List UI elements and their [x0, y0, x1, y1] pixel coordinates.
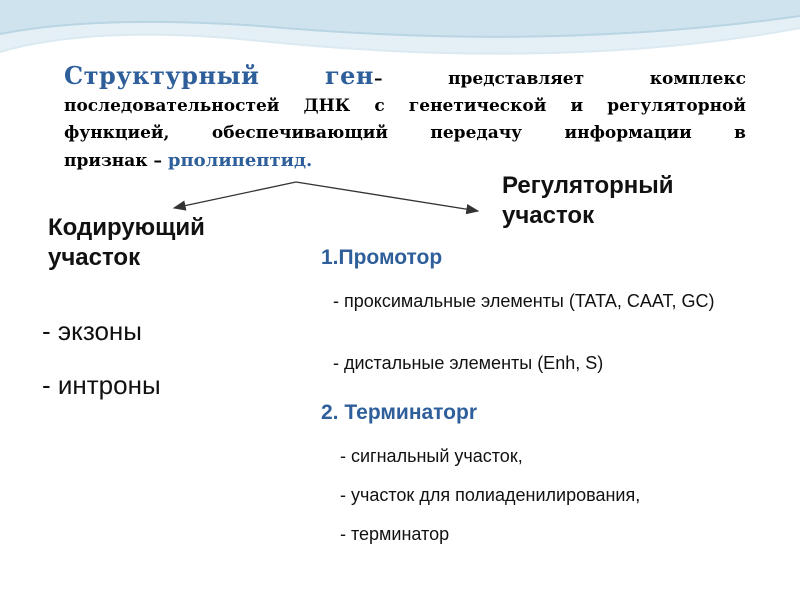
coding-item-introns: - интроны	[42, 370, 161, 400]
terminator-signal-region: - сигнальный участок,	[340, 446, 523, 466]
title-word-complex: комплекс	[649, 69, 746, 89]
title-word-structural: Структурный	[64, 61, 260, 90]
arrow-to-coding	[174, 182, 296, 208]
title-line-3: функцией, обеспечивающий передачу информации в	[64, 123, 746, 143]
terminator-terminator: - терминатор	[340, 524, 450, 544]
terminator-number: 2.	[321, 401, 339, 424]
regulatory-region-header: Регуляторный участок	[502, 172, 674, 229]
arrow-to-regulatory	[296, 182, 478, 211]
title-word-represents: представляет	[448, 69, 585, 89]
coding-region-header: Кодирующий участок	[48, 214, 205, 271]
promoter-proximal-elements: - проксимальные элементы (TATA, CAAT, GC)	[333, 291, 715, 311]
promoter-title: 1.Промотор	[321, 246, 443, 269]
title-line-4-start: признак –	[64, 151, 162, 171]
title-dash: –	[374, 69, 383, 89]
title-line-2: последовательностей ДНК с генетической и регуляторной	[64, 96, 746, 116]
title-line-4-end: рполипептид.	[167, 150, 313, 171]
gene-definition	[64, 62, 746, 175]
terminator-polyadenylation-region: - участок для полиаденилирования,	[340, 485, 641, 505]
terminator-label: Терминаторr	[344, 401, 478, 424]
coding-item-exons: - экзоны	[42, 316, 142, 346]
promoter-distal-elements: - дистальные элементы (Enh, S)	[333, 353, 604, 373]
title-word-gene: ген	[324, 61, 374, 90]
terminator-title	[321, 401, 477, 425]
